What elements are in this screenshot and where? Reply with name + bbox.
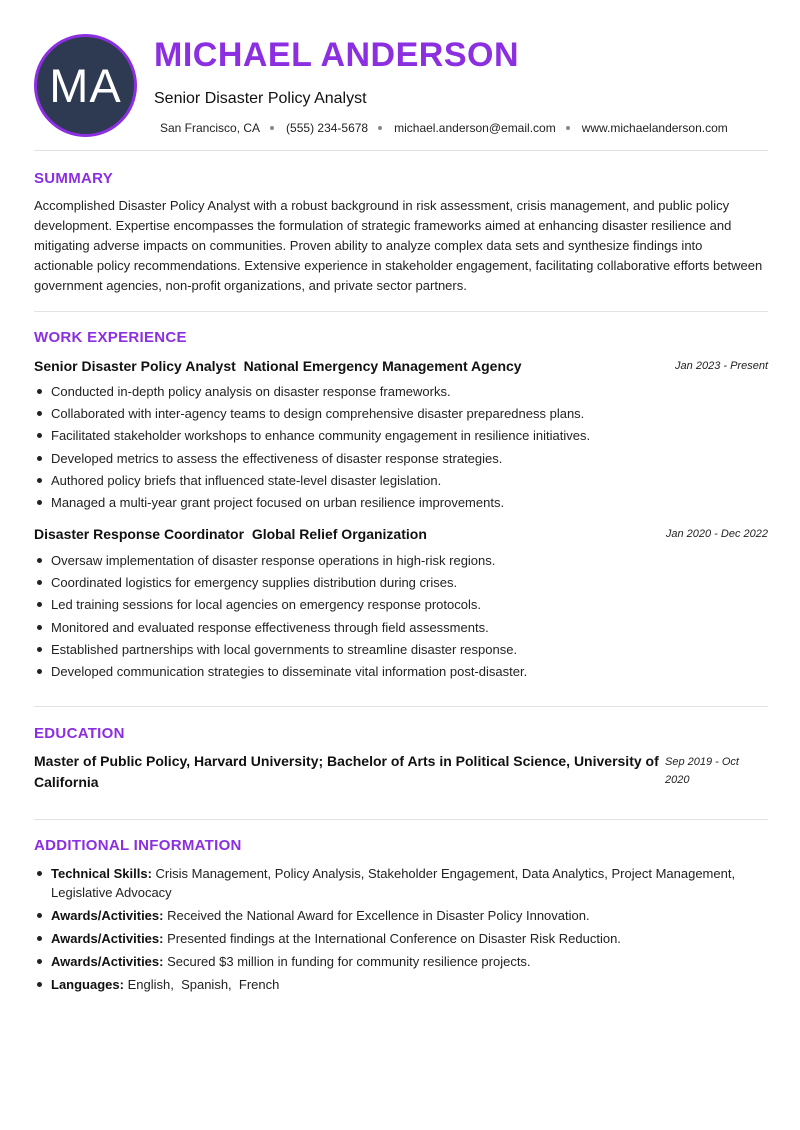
list-item: Developed metrics to assess the effectiveness of disaster response strategies. [34,450,768,467]
summary-text: Accomplished Disaster Policy Analyst with a robust background in risk assessment, crisis management, and public policy development. Expertise encompasses the formulation of strategic frameworks aimed at enhancing disaster resilience and mitigating adverse impacts on communities. Proven ability to analyze complex data sets and synthesize findings into actionable policy recommendations. Extensive experience in stakeholder engagement, facilitating collaborative efforts between government agencies, non-profit organizations, and private sector partners. [34,198,763,293]
job-bullet-list [34,552,768,685]
job-header [34,526,768,546]
job-title [34,358,522,374]
list-item [34,975,768,994]
candidate-name: MICHAEL ANDERSON [154,36,520,74]
job-dates: Jan 2023 - Present [675,360,768,372]
list-item: Developed communication strategies to disseminate vital information post-disaster. [34,663,768,680]
list-item: Conducted in-depth policy analysis on disaster response frameworks. [34,383,768,400]
list-item: Facilitated stakeholder workshops to enhance community engagement in resilience initiatives. [34,427,768,444]
contact-phone: (555) 234-5678 [286,121,369,135]
item-text: Secured $3 million in funding for community resilience projects. [167,954,531,969]
item-label: Awards/Activities: [51,931,164,946]
separator-dot [270,126,274,130]
list-item: Oversaw implementation of disaster response operations in high-risk regions. [34,552,768,569]
item-label: Awards/Activities: [51,954,164,969]
list-item [34,929,768,948]
item-text: Received the National Award for Excellence in Disaster Policy Innovation. [167,908,590,923]
separator-dot [378,126,382,130]
divider [34,311,768,312]
job-title [34,526,427,542]
job-organization: Global Relief Organization [251,526,427,542]
job-organization: National Emergency Management Agency [243,358,522,374]
list-item: Led training sessions for local agencies on emergency response protocols. [34,596,768,613]
resume-header [34,34,768,138]
summary-heading: SUMMARY [34,170,114,187]
item-text: Presented findings at the International Conference on Disaster Risk Reduction. [167,931,621,946]
education-entry [34,751,768,795]
contact-website[interactable]: www.michaelanderson.com [581,121,728,135]
list-item [34,864,768,902]
additional-info-list [34,864,768,998]
contact-line [160,121,728,135]
list-item [34,952,768,971]
job-position: Disaster Response Coordinator [34,526,245,542]
job-header [34,358,768,378]
contact-location: San Francisco, CA [160,121,261,135]
candidate-role: Senior Disaster Policy Analyst [154,90,367,107]
list-item: Coordinated logistics for emergency supplies distribution during crises. [34,574,768,591]
separator-dot [566,126,570,130]
job-dates: Jan 2020 - Dec 2022 [665,528,768,540]
contact-email[interactable]: michael.anderson@email.com [394,121,556,135]
education-heading: EDUCATION [34,725,125,742]
item-text: Crisis Management, Policy Analysis, Stakeholder Engagement, Data Analytics, Project Management, Legislative Advocacy [51,866,736,900]
list-item: Authored policy briefs that influenced state-level disaster legislation. [34,472,768,489]
item-label: Languages: [51,977,124,992]
item-label: Technical Skills: [51,866,152,881]
divider [34,819,768,820]
work-experience-heading: WORK EXPERIENCE [34,329,187,346]
avatar: MA [34,34,137,137]
list-item: Established partnerships with local governments to streamline disaster response. [34,641,768,658]
job-position: Senior Disaster Policy Analyst [34,358,236,374]
list-item [34,906,768,925]
education-degree: Master of Public Policy, Harvard University; Bachelor of Arts in Political Science, University of California [34,753,659,790]
list-item: Monitored and evaluated response effectiveness through field assessments. [34,619,768,636]
additional-information-heading: ADDITIONAL INFORMATION [34,837,242,854]
list-item: Collaborated with inter-agency teams to design comprehensive disaster preparedness plans. [34,405,768,422]
item-text: English, Spanish, French [127,977,280,992]
list-item: Managed a multi-year grant project focused on urban resilience improvements. [34,494,768,511]
education-dates: Sep 2019 - Oct 2020 [665,756,739,786]
job-bullet-list [34,383,768,516]
divider [34,706,768,707]
item-label: Awards/Activities: [51,908,164,923]
divider [34,150,768,151]
